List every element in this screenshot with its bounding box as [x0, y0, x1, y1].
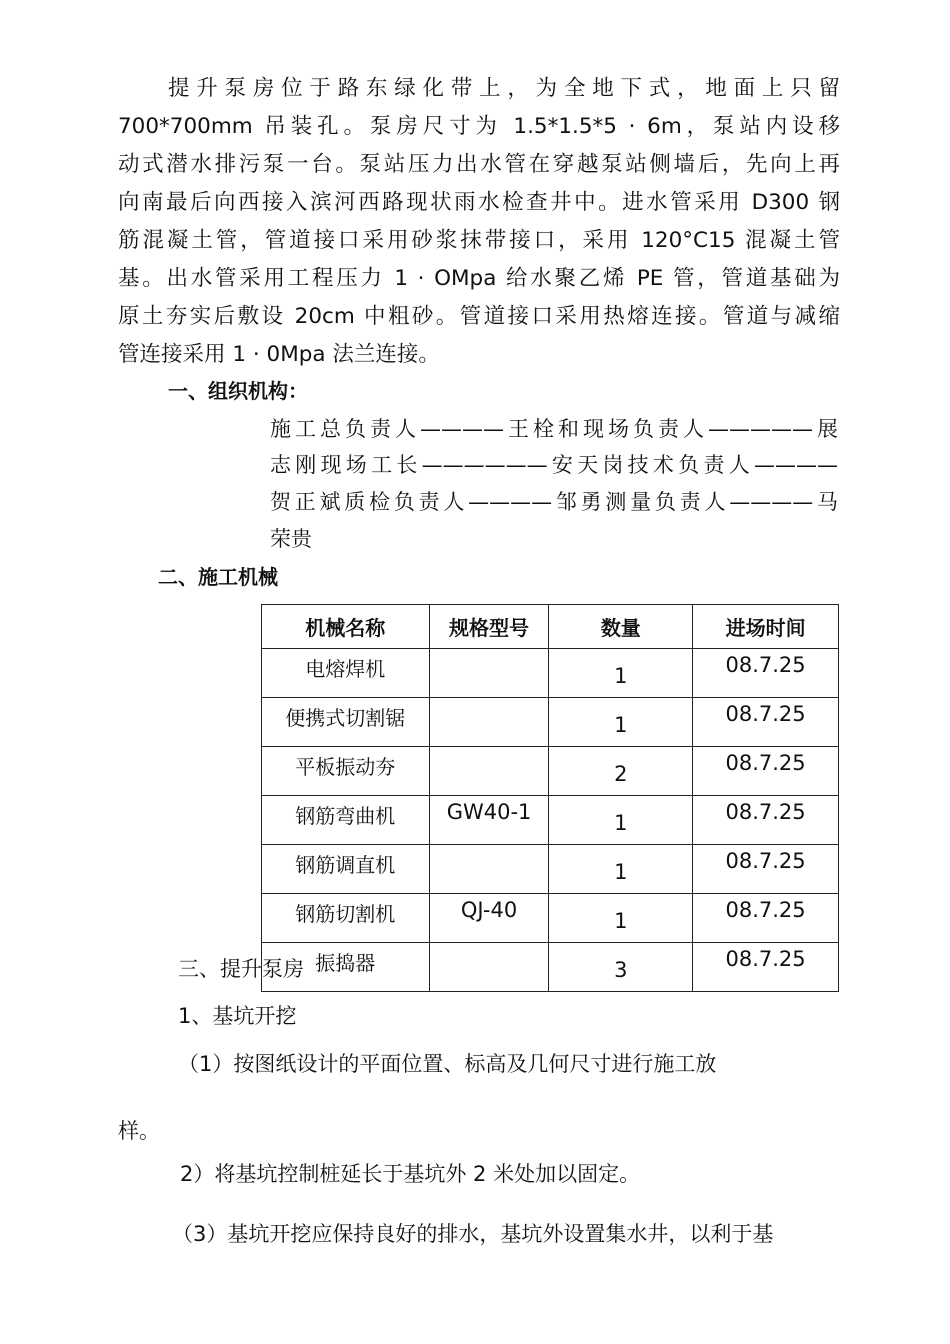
cell-name: 电熔焊机 — [262, 649, 430, 698]
cell-date: 08.7.25 — [693, 845, 839, 894]
cell-quantity: 1 — [549, 894, 693, 943]
intro-line: 提升泵房位于路东绿化带上，为全地下式，地面上只留 — [168, 76, 840, 101]
intro-line: 向南最后向西接入滨河西路现状雨水检查井中。进水管采用 D300 钢 — [118, 190, 840, 215]
column-header-quantity: 数量 — [549, 605, 693, 649]
subsection-excavation: 1、基坑开挖 — [178, 1004, 297, 1028]
cell-name: 平板振动夯 — [262, 747, 430, 796]
organization-line: 贺正斌质检负责人————邹勇测量负责人————马 — [270, 490, 838, 514]
intro-line: 筋混凝土管，管道接口采用砂浆抹带接口，采用 120°C15 混凝土管 — [118, 228, 840, 253]
cell-name: 便携式切割锯 — [262, 698, 430, 747]
cell-spec: QJ-40 — [429, 894, 549, 943]
intro-line: 动式潜水排污泵一台。泵站压力出水管在穿越泵站侧墙后，先向上再 — [118, 152, 840, 177]
cell-date: 08.7.25 — [693, 747, 839, 796]
organization-line: 志刚现场工长——————安天岗技术负责人———— — [270, 453, 838, 477]
table-row — [262, 943, 839, 992]
cell-spec — [429, 649, 549, 698]
cell-date: 08.7.25 — [693, 698, 839, 747]
cell-quantity: 1 — [549, 649, 693, 698]
cell-quantity: 2 — [549, 747, 693, 796]
table-row — [262, 747, 839, 796]
table-row — [262, 894, 839, 943]
cell-quantity: 1 — [549, 698, 693, 747]
table-row — [262, 845, 839, 894]
table-row — [262, 796, 839, 845]
cell-spec — [429, 845, 549, 894]
organization-line: 施工总负责人————王栓和现场负责人—————展 — [270, 417, 838, 441]
step-1-line: （1）按图纸设计的平面位置、标高及几何尺寸进行施工放 — [178, 1052, 717, 1076]
step-1-continuation: 样。 — [118, 1119, 160, 1143]
cell-spec — [429, 747, 549, 796]
cell-name: 钢筋弯曲机 — [262, 796, 430, 845]
cell-quantity: 3 — [549, 943, 693, 992]
column-header-spec: 规格型号 — [429, 605, 549, 649]
cell-date: 08.7.25 — [693, 894, 839, 943]
machinery-table — [261, 604, 839, 992]
cell-name: 钢筋调直机 — [262, 845, 430, 894]
cell-spec — [429, 698, 549, 747]
table-row — [262, 649, 839, 698]
table-header-row — [262, 605, 839, 649]
intro-line: 原土夯实后敷设 20cm 中粗砂。管道接口采用热熔连接。管道与减缩 — [118, 304, 840, 329]
table-row — [262, 698, 839, 747]
cell-spec — [429, 943, 549, 992]
cell-date: 08.7.25 — [693, 943, 839, 992]
intro-line: 700*700mm 吊装孔。泵房尺寸为 1.5*1.5*5 · 6m，泵站内设移 — [118, 114, 840, 139]
intro-line: 基。出水管采用工程压力 1 · OMpa 给水聚乙烯 PE 管，管道基础为 — [118, 266, 840, 291]
column-header-name: 机械名称 — [262, 605, 430, 649]
intro-line: 管连接采用 1 · 0Mpa 法兰连接。 — [118, 342, 440, 367]
cell-date: 08.7.25 — [693, 649, 839, 698]
organization-line: 荣贵 — [270, 527, 312, 551]
column-header-entry-date: 进场时间 — [693, 605, 839, 649]
step-2-line: 2）将基坑控制桩延长于基坑外 2 米处加以固定。 — [180, 1162, 641, 1186]
cell-name: 振捣器 — [262, 943, 430, 992]
cell-quantity: 1 — [549, 796, 693, 845]
section-heading-machinery: 二、施工机械 — [158, 565, 278, 589]
step-3-line: （3）基坑开挖应保持良好的排水，基坑外设置集水井，以利于基 — [172, 1222, 774, 1246]
section-heading-pump-house: 三、提升泵房 — [178, 957, 304, 981]
section-heading-organization: 一、组织机构： — [168, 379, 308, 403]
cell-date: 08.7.25 — [693, 796, 839, 845]
cell-name: 钢筋切割机 — [262, 894, 430, 943]
cell-quantity: 1 — [549, 845, 693, 894]
cell-spec: GW40-1 — [429, 796, 549, 845]
